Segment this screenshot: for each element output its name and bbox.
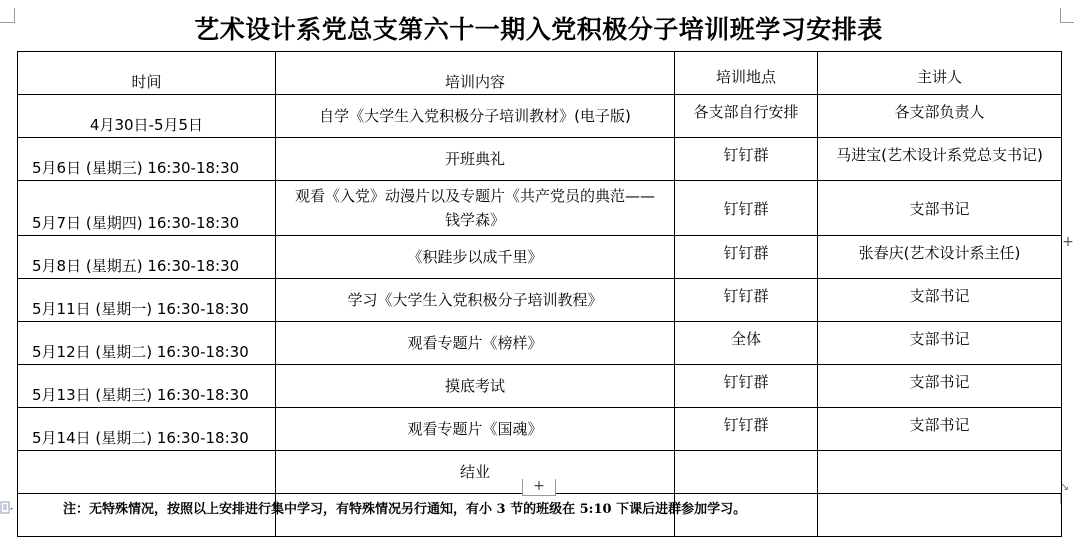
speaker-cell[interactable] [818, 494, 1062, 537]
table-row [18, 365, 1062, 408]
content-cell[interactable]: 观看专题片《榜样》 [276, 322, 675, 365]
header-content: 培训内容 [276, 52, 675, 95]
table-resize-handle[interactable]: ↘ [1060, 480, 1070, 493]
header-speaker: 主讲人 [818, 52, 1062, 95]
table-row [18, 181, 1062, 236]
footnote: 注：无特殊情况，按照以上安排进行集中学习，有特殊情况另行通知，有小 3 节的班级在 5:10 下课后进群参加学习。 [63, 502, 747, 517]
table-row [18, 138, 1062, 181]
time-cell[interactable]: 5月13日 (星期三) 16:30-18:30 [18, 365, 276, 408]
divider [1060, 494, 1061, 504]
content-cell[interactable]: 摸底考试 [276, 365, 675, 408]
paragraph-options-icon[interactable] [0, 500, 14, 514]
crop-mark-top-right [1060, 8, 1074, 23]
speaker-cell[interactable]: 支部书记 [818, 279, 1062, 322]
location-cell[interactable] [675, 451, 818, 494]
schedule-table [17, 51, 1062, 537]
time-cell[interactable]: 5月14日 (星期二) 16:30-18:30 [18, 408, 276, 451]
header-location: 培训地点 [675, 52, 818, 95]
speaker-cell[interactable] [818, 451, 1062, 494]
time-cell[interactable] [18, 451, 276, 494]
location-cell[interactable]: 钉钉群 [675, 365, 818, 408]
crop-mark-top-left [0, 8, 15, 23]
content-cell[interactable] [276, 181, 675, 236]
location-cell[interactable]: 各支部自行安排 [675, 95, 818, 138]
document-title: 艺术设计系党总支第六十一期入党积极分子培训班学习安排表 [194, 15, 883, 44]
content-cell[interactable]: 《积跬步以成千里》 [276, 236, 675, 279]
content-cell[interactable]: 结业 [276, 451, 675, 494]
location-cell[interactable]: 钉钉群 [675, 236, 818, 279]
table-header-row [18, 52, 1062, 95]
speaker-cell[interactable]: 支部书记 [818, 408, 1062, 451]
speaker-cell[interactable]: 支部书记 [818, 181, 1062, 236]
table-row [18, 408, 1062, 451]
location-cell[interactable]: 钉钉群 [675, 279, 818, 322]
time-cell[interactable]: 5月7日 (星期四) 16:30-18:30 [18, 181, 276, 236]
add-column-button[interactable]: + [1062, 234, 1074, 250]
content-line: 观看《入党》动漫片以及专题片《共产党员的典范—— [294, 187, 655, 205]
time-cell[interactable]: 5月12日 (星期二) 16:30-18:30 [18, 322, 276, 365]
content-cell[interactable]: 观看专题片《国魂》 [276, 408, 675, 451]
add-row-button[interactable]: + [522, 479, 556, 496]
speaker-cell[interactable]: 支部书记 [818, 365, 1062, 408]
content-cell[interactable]: 开班典礼 [276, 138, 675, 181]
speaker-cell[interactable]: 支部书记 [818, 322, 1062, 365]
location-cell[interactable]: 钉钉群 [675, 138, 818, 181]
table-row [18, 95, 1062, 138]
speaker-cell[interactable]: 各支部负责人 [818, 95, 1062, 138]
location-cell[interactable]: 全体 [675, 322, 818, 365]
speaker-cell[interactable]: 马进宝(艺术设计系党总支书记) [818, 138, 1062, 181]
table-row [18, 279, 1062, 322]
content-cell[interactable]: 学习《大学生入党积极分子培训教程》 [276, 279, 675, 322]
table-row [18, 236, 1062, 279]
content-cell[interactable]: 自学《大学生入党积极分子培训教材》(电子版) [276, 95, 675, 138]
time-cell[interactable]: 4月30日-5月5日 [18, 95, 276, 138]
time-cell[interactable]: 5月11日 (星期一) 16:30-18:30 [18, 279, 276, 322]
location-cell[interactable]: 钉钉群 [675, 408, 818, 451]
header-time: 时间 [18, 52, 276, 95]
speaker-cell[interactable]: 张春庆(艺术设计系主任) [818, 236, 1062, 279]
location-cell[interactable]: 钉钉群 [675, 181, 818, 236]
table-row [18, 322, 1062, 365]
time-cell[interactable]: 5月6日 (星期三) 16:30-18:30 [18, 138, 276, 181]
time-cell[interactable]: 5月8日 (星期五) 16:30-18:30 [18, 236, 276, 279]
content-line: 钱学森》 [444, 211, 505, 229]
